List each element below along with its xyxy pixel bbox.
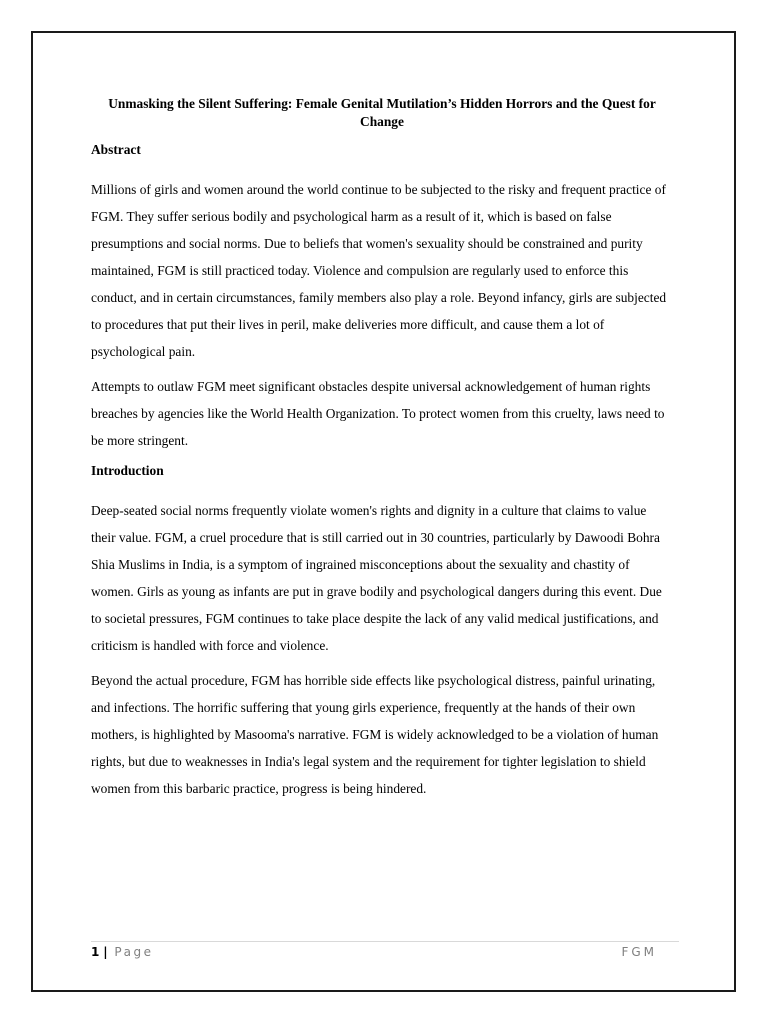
footer-separator: |	[103, 945, 108, 959]
introduction-paragraph-2: Beyond the actual procedure, FGM has horrible side effects like psychological distress, painful urinating, and infections. The horrific suffering that young girls experience, frequently at the hands of their own mothers, is highlighted by Masooma's narrative. FGM is widely acknowledged to be a violation of human rights, but due to weaknesses in India's legal system and the requirement for tighter legislation to shield women from this barbaric practice, progress is being hindered.	[91, 673, 659, 796]
document-body	[91, 95, 673, 802]
page-label: Page	[114, 945, 154, 959]
document-title: Unmasking the Silent Suffering: Female Genital Mutilation’s Hidden Horrors and the Quest for Change	[108, 96, 656, 129]
abstract-section	[91, 141, 673, 454]
introduction-paragraph-1: Deep-seated social norms frequently violate women's rights and dignity in a culture that claims to value their value. FGM, a cruel procedure that is still carried out in 30 countries, particularly by Dawoodi Bohra Shia Muslims in India, is a symptom of ingrained misconceptions about the sexuality and chastity of women. Girls as young as infants are put in grave bodily and psychological dangers during this event. Due to societal pressures, FGM continues to take place despite the lack of any valid medical justifications, and criticism is handled with force and violence.	[91, 503, 662, 653]
section-heading-abstract: Abstract	[91, 142, 141, 157]
section-heading-introduction: Introduction	[91, 463, 164, 478]
introduction-section	[91, 462, 673, 802]
page-footer	[91, 941, 679, 960]
page-number: 1	[91, 945, 100, 959]
abstract-paragraph-2: Attempts to outlaw FGM meet significant obstacles despite universal acknowledgement of human rights breaches by agencies like the World Health Organization. To protect women from this cruelty, laws need to be more stringent.	[91, 379, 665, 448]
abstract-paragraph-1: Millions of girls and women around the world continue to be subjected to the risky and frequent practice of FGM. They suffer serious bodily and psychological harm as a result of it, which is based on false presumptions and social norms. Due to beliefs that women's sexuality should be constrained and purity maintained, FGM is still practiced today. Violence and compulsion are regularly used to enforce this conduct, and in certain circumstances, family members also play a role. Beyond infancy, girls are subjected to procedures that put their lives in peril, make deliveries more difficult, and cause them a lot of psychological pain.	[91, 182, 667, 359]
document-page	[31, 31, 736, 992]
document-label: FGM	[621, 945, 657, 959]
